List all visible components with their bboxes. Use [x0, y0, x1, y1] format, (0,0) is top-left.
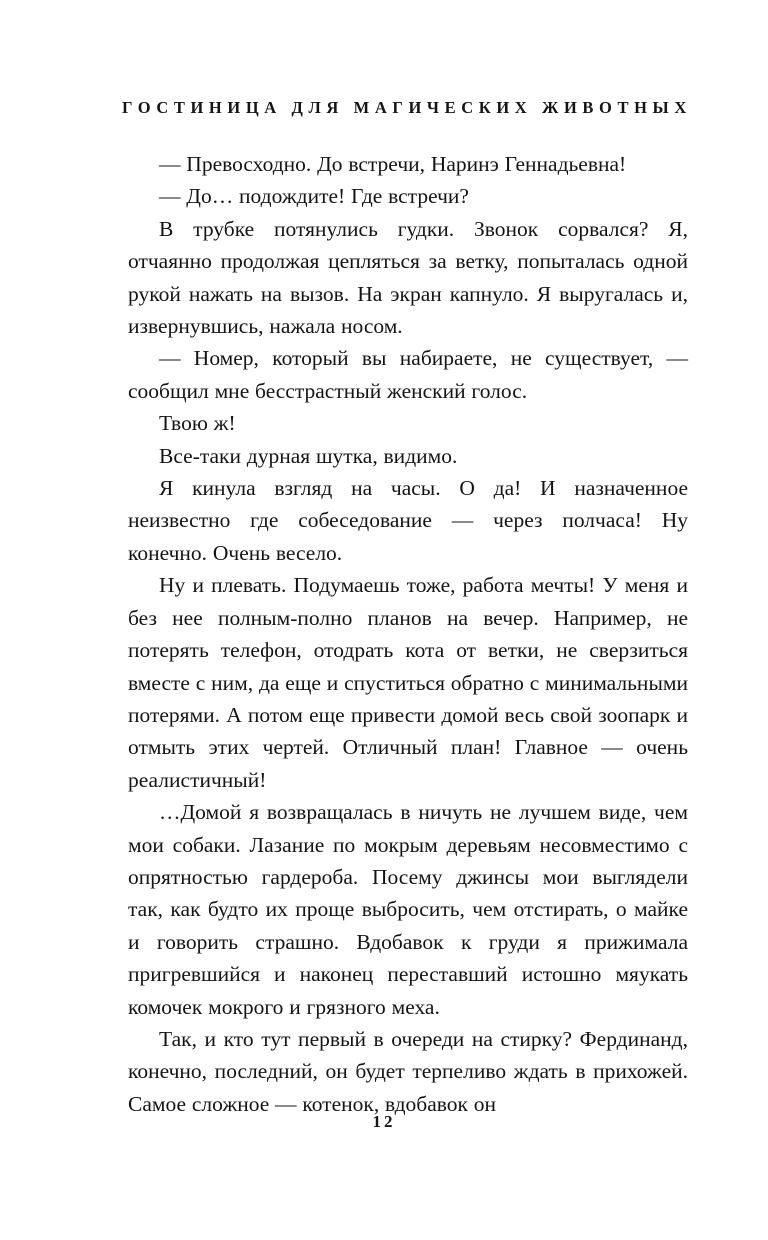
paragraph: Так, и кто тут первый в очереди на стирку? Фердинанд, конечно, последний, он будет терпеливо ждать в прихожей. Самое сложное — котенок, вдобавок он — [128, 1026, 688, 1116]
paragraph: Ну и плевать. Подумаешь тоже, работа мечты! У меня и без нее полным-полно планов на вечер. Например, не потерять телефон, отодрать кота от ветки, не сверзиться вместе с ним, да еще и спуститься обратно с минимальными потерями. А потом еще привести домой весь свой зоопарк и отмыть этих чертей. Отличный план! Главное — очень реалистичный! — [128, 573, 688, 792]
paragraph: …Домой я возвращалась в ничуть не лучшем виде, чем мои собаки. Лазание по мокрым деревьям несовместимо с опрятностью гардероба. Посему джинсы мои выглядели так, как будто их проще выбросить, чем отстирать, о майке и говорить страшно. Вдобавок к груди я прижимала пригревшийся и наконец переставший истошно мяукать комочек мокрого и грязного меха. — [128, 800, 688, 1019]
paragraph: — Номер, который вы набираете, не существует, — сообщил мне бесстрастный женский голос. — [128, 346, 688, 403]
body-text — [128, 148, 688, 1120]
paragraph: Твою ж! — [159, 411, 236, 436]
paragraph: — Превосходно. До встречи, Наринэ Геннадьевна! — [159, 152, 627, 176]
running-header: ГОСТИНИЦА ДЛЯ МАГИЧЕСКИХ ЖИВОТНЫХ — [122, 98, 692, 117]
paragraph: В трубке потянулись гудки. Звонок сорвался? Я, отчаянно продолжая цепляться за ветку, попыталась одной рукой нажать на вызов. На экран капнуло. Я выругалась и, извернувшись, нажала носом. — [128, 216, 688, 339]
paragraph: — До… подождите! Где встречи? — [159, 184, 469, 209]
paragraph: Все-таки дурная шутка, видимо. — [159, 443, 458, 468]
paragraph: Я кинула взгляд на часы. О да! И назначенное неизвестно где собеседование — через полчаса! Ну конечно. Очень весело. — [128, 476, 688, 565]
page-number: 12 — [372, 1112, 396, 1131]
